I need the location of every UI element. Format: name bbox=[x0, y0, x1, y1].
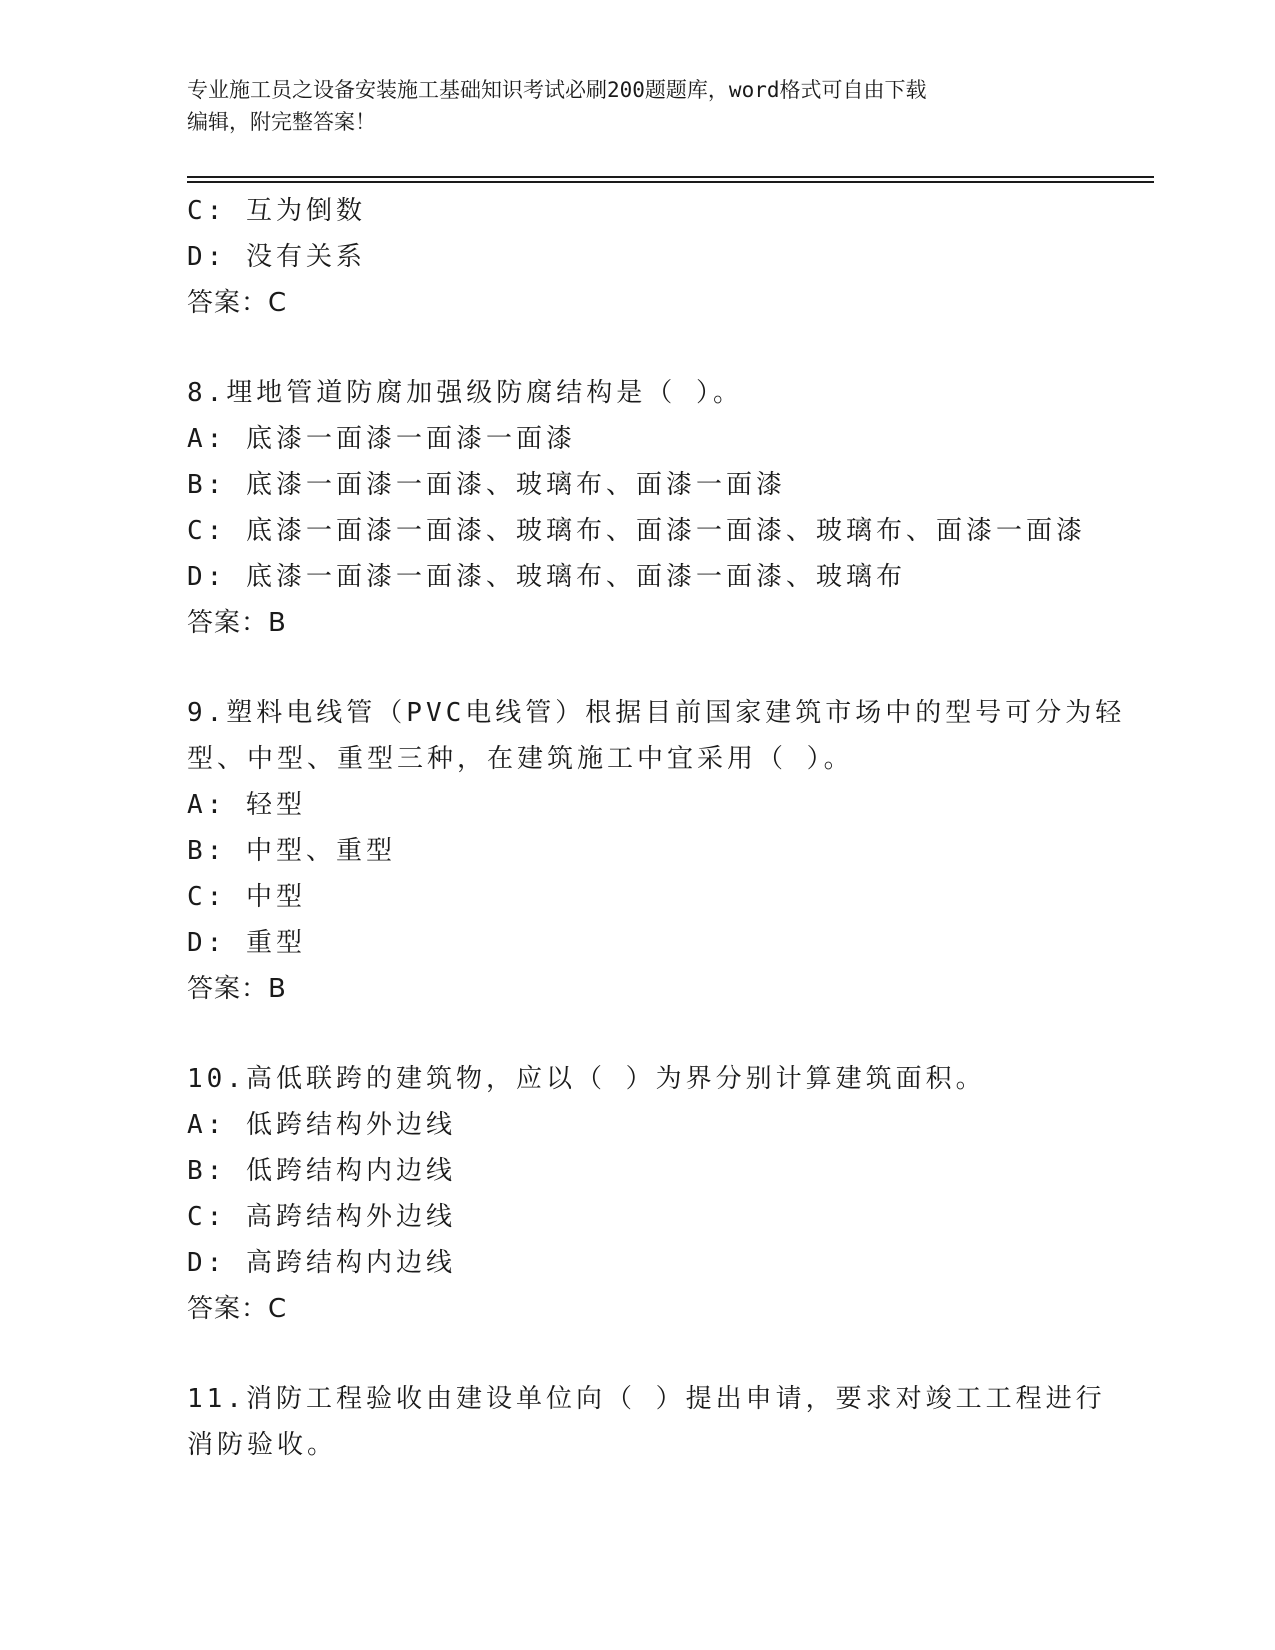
q8-option-b: B: 底漆一面漆一面漆、玻璃布、面漆一面漆 bbox=[187, 470, 786, 500]
header-divider-top bbox=[187, 176, 1154, 178]
q10-question: 10.高低联跨的建筑物，应以（ ）为界分别计算建筑面积。 bbox=[187, 1064, 986, 1094]
q11-question-line-1: 11.消防工程验收由建设单位向（ ）提出申请，要求对竣工工程进行 bbox=[187, 1384, 1106, 1414]
question-10 bbox=[187, 1056, 1087, 1332]
q7-option-c: C: 互为倒数 bbox=[187, 196, 366, 226]
q10-option-a: A: 低跨结构外边线 bbox=[187, 1110, 456, 1140]
q9-question-line-2: 型、中型、重型三种，在建筑施工中宜采用（ ）。 bbox=[187, 744, 854, 774]
question-list bbox=[187, 188, 1126, 1468]
spacer bbox=[187, 1332, 1087, 1376]
q9-question-line-1: 9.塑料电线管（PVC电线管）根据目前国家建筑市场中的型号可分为轻 bbox=[187, 698, 1126, 728]
q10-answer: 答案：C bbox=[187, 1294, 288, 1324]
q7-answer: 答案：C bbox=[187, 288, 288, 318]
q9-answer: 答案：B bbox=[187, 974, 287, 1004]
q8-option-c: C: 底漆一面漆一面漆、玻璃布、面漆一面漆、玻璃布、面漆一面漆 bbox=[187, 516, 1086, 546]
spacer bbox=[187, 646, 1087, 690]
question-9 bbox=[187, 690, 1126, 1012]
header-title-line-2: 编辑，附完整答案！ bbox=[187, 110, 376, 134]
q9-option-d: D: 重型 bbox=[187, 928, 306, 958]
q8-option-d: D: 底漆一面漆一面漆、玻璃布、面漆一面漆、玻璃布 bbox=[187, 562, 906, 592]
question-8 bbox=[187, 370, 1087, 646]
q9-option-b: B: 中型、重型 bbox=[187, 836, 396, 866]
spacer bbox=[187, 1012, 1087, 1056]
spacer bbox=[187, 326, 1087, 370]
header-divider-bottom bbox=[187, 181, 1154, 183]
q10-option-b: B: 低跨结构内边线 bbox=[187, 1156, 456, 1186]
q9-option-a: A: 轻型 bbox=[187, 790, 306, 820]
document-header bbox=[187, 74, 1087, 138]
q10-option-d: D: 高跨结构内边线 bbox=[187, 1248, 456, 1278]
question-7 bbox=[187, 188, 1087, 326]
header-title-line-1: 专业施工员之设备安装施工基础知识考试必刷200题题库，word格式可自由下载 bbox=[187, 78, 927, 102]
question-11 bbox=[187, 1376, 1106, 1468]
q8-answer: 答案：B bbox=[187, 608, 287, 638]
q7-option-d: D: 没有关系 bbox=[187, 242, 366, 272]
q10-option-c: C: 高跨结构外边线 bbox=[187, 1202, 456, 1232]
q8-option-a: A: 底漆一面漆一面漆一面漆 bbox=[187, 424, 576, 454]
q9-option-c: C: 中型 bbox=[187, 882, 306, 912]
q8-question: 8.埋地管道防腐加强级防腐结构是（ ）。 bbox=[187, 378, 743, 408]
q11-question-line-2: 消防验收。 bbox=[187, 1430, 338, 1460]
